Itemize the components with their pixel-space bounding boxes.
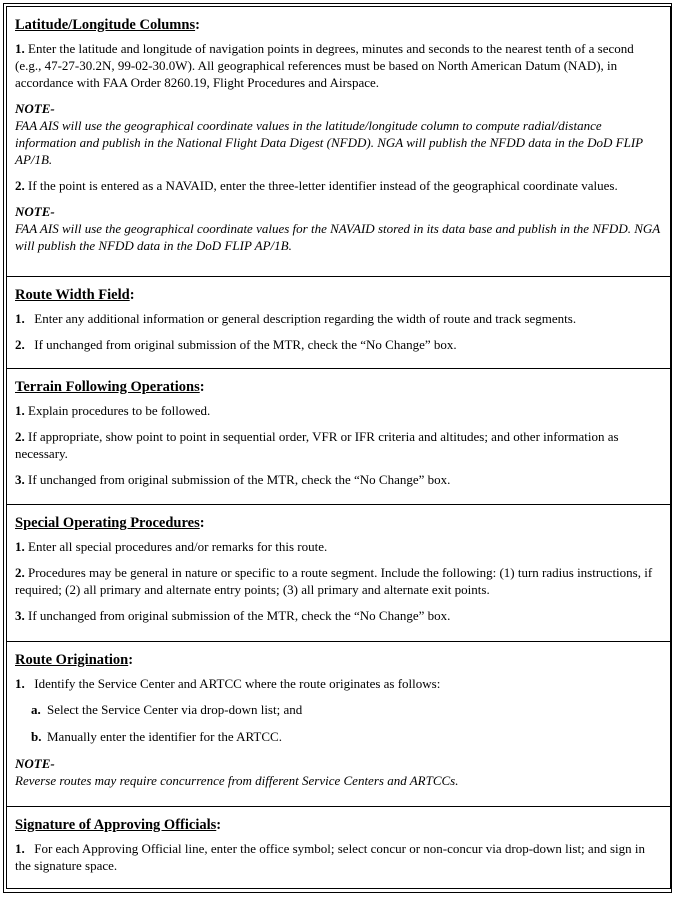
section-route-width <box>7 277 670 369</box>
paragraph: 2. If the point is entered as a NAVAID, enter the three-letter identifier instead of the geographical coordinate values. <box>15 178 618 193</box>
section-signature-officials <box>7 807 670 888</box>
instructions-table <box>6 6 671 889</box>
note-label: NOTE- <box>15 204 55 219</box>
paragraph: 3. If unchanged from original submission of the MTR, check the “No Change” box. <box>15 608 451 623</box>
section-title: Route Origination: <box>15 652 134 668</box>
section-terrain-following <box>7 369 670 505</box>
paragraph: 1. For each Approving Official line, enter the office symbol; select concur or non-concur via drop-down list; and sign in the signature space. <box>15 841 645 873</box>
note-label: NOTE- <box>15 101 55 116</box>
section-title: Route Width Field: <box>15 287 135 303</box>
sub-item: b. Manually enter the identifier for the ARTCC. <box>31 729 282 744</box>
section-title: Latitude/Longitude Columns: <box>15 17 200 33</box>
section-latitude-longitude <box>7 7 670 277</box>
section-title: Signature of Approving Officials: <box>15 817 222 833</box>
paragraph: 1. Enter all special procedures and/or remarks for this route. <box>15 539 328 554</box>
paragraph: 2. If unchanged from original submission of the MTR, check the “No Change” box. <box>15 337 457 352</box>
section-title: Terrain Following Operations: <box>15 379 205 395</box>
paragraph: 1. Enter any additional information or general description regarding the width of route and track segments. <box>15 311 577 326</box>
note-text: FAA AIS will use the geographical coordinate values for the NAVAID stored in its data base and publish in the NFDD. NGA will publish the NFDD data in the DoD FLIP AP/1B. <box>15 221 660 253</box>
section-special-operating <box>7 505 670 642</box>
paragraph: 2. Procedures may be general in nature or specific to a route segment. Include the following: (1) turn radius instructions, if required; (2) all primary and alternate entry points; (3) all primary and alternate exit points. <box>15 565 653 597</box>
note-label: NOTE- <box>15 756 55 771</box>
note-text: Reverse routes may require concurrence from different Service Centers and ARTCCs. <box>15 773 459 788</box>
paragraph: 1. Enter the latitude and longitude of navigation points in degrees, minutes and seconds to the nearest tenth of a second (e.g., 47-27-30.2N, 99-02-30.0W). All geographical references must be based on North American Datum (NAD), in accordance with FAA Order 8260.19, Flight Procedures and Airspace. <box>15 41 634 90</box>
paragraph: 1. Identify the Service Center and ARTCC where the route originates as follows: <box>15 676 441 691</box>
paragraph: 3. If unchanged from original submission of the MTR, check the “No Change” box. <box>15 472 451 487</box>
paragraph: 1. Explain procedures to be followed. <box>15 403 211 418</box>
sub-item: a. Select the Service Center via drop-down list; and <box>31 702 303 717</box>
note-text: FAA AIS will use the geographical coordinate values in the latitude/longitude column to compute radial/distance information and publish in the National Flight Data Digest (NFDD). NGA will publish the NFDD data in the DoD FLIP AP/1B. <box>15 118 643 167</box>
section-route-origination <box>7 642 670 807</box>
paragraph: 2. If appropriate, show point to point in sequential order, VFR or IFR criteria and altitudes; and other information as necessary. <box>15 429 619 461</box>
section-title: Special Operating Procedures: <box>15 515 205 531</box>
